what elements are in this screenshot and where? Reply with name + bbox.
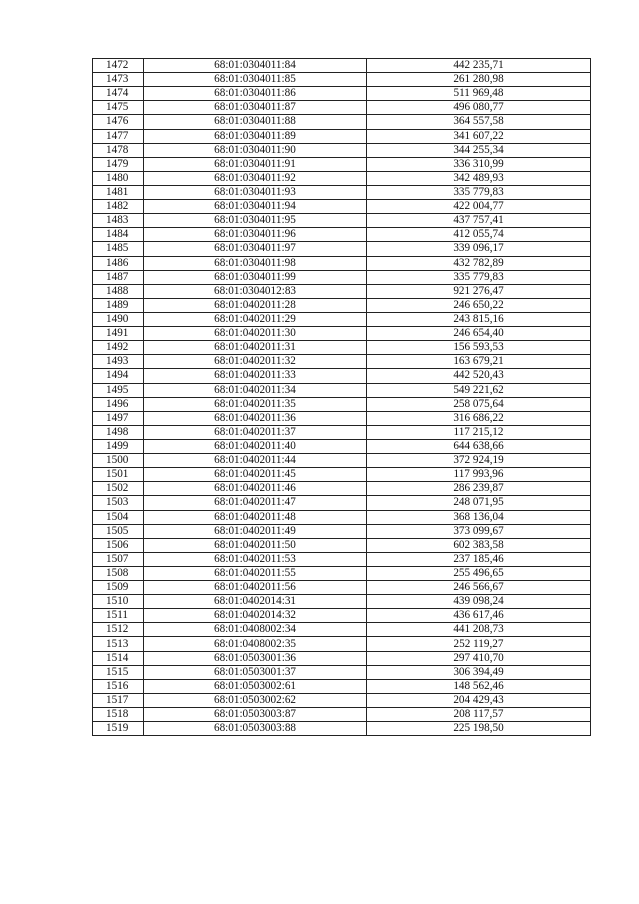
cadastral-value-cell: 442 520,43 [367,369,591,383]
row-number-cell: 1491 [93,327,144,341]
cadastral-value-cell: 372 924,19 [367,454,591,468]
row-number-cell: 1473 [93,73,144,87]
cadastral-value-cell: 422 004,77 [367,200,591,214]
cadastral-number-cell: 68:01:0503003:87 [144,708,367,722]
row-number-cell: 1498 [93,425,144,439]
table-row [93,228,591,242]
row-number-cell: 1494 [93,369,144,383]
cadastral-value-cell: 208 117,57 [367,708,591,722]
cadastral-number-cell: 68:01:0503003:88 [144,722,367,736]
row-number-cell: 1513 [93,637,144,651]
cadastral-number-cell: 68:01:0402011:28 [144,298,367,312]
table-row [93,157,591,171]
row-number-cell: 1486 [93,256,144,270]
row-number-cell: 1485 [93,242,144,256]
cadastral-number-cell: 68:01:0503002:62 [144,693,367,707]
cadastral-number-cell: 68:01:0402011:35 [144,397,367,411]
cadastral-value-cell: 602 383,58 [367,538,591,552]
cadastral-value-cell: 316 686,22 [367,411,591,425]
cadastral-number-cell: 68:01:0402014:31 [144,595,367,609]
table-row [93,552,591,566]
cadastral-value-cell: 204 429,43 [367,693,591,707]
cadastral-value-cell: 255 496,65 [367,566,591,580]
table-row [93,581,591,595]
table-row [93,566,591,580]
row-number-cell: 1515 [93,665,144,679]
cadastral-number-cell: 68:01:0304011:93 [144,185,367,199]
table-row [93,722,591,736]
row-number-cell: 1504 [93,510,144,524]
row-number-cell: 1514 [93,651,144,665]
cadastral-number-cell: 68:01:0402011:53 [144,552,367,566]
cadastral-value-cell: 496 080,77 [367,101,591,115]
cadastral-number-cell: 68:01:0402011:45 [144,468,367,482]
cadastral-number-cell: 68:01:0408002:34 [144,623,367,637]
table-row [93,369,591,383]
cadastral-value-cell: 243 815,16 [367,312,591,326]
cadastral-number-cell: 68:01:0304011:88 [144,115,367,129]
table-row [93,623,591,637]
cadastral-number-cell: 68:01:0402011:33 [144,369,367,383]
table-row [93,101,591,115]
table-row [93,524,591,538]
cadastral-value-cell: 148 562,46 [367,679,591,693]
cadastral-number-cell: 68:01:0503002:61 [144,679,367,693]
cadastral-value-cell: 549 221,62 [367,383,591,397]
cadastral-number-cell: 68:01:0402011:50 [144,538,367,552]
row-number-cell: 1516 [93,679,144,693]
cadastral-value-cell: 286 239,87 [367,482,591,496]
table-row [93,708,591,722]
cadastral-number-cell: 68:01:0304011:96 [144,228,367,242]
table-row [93,693,591,707]
cadastral-number-cell: 68:01:0503001:36 [144,651,367,665]
cadastral-value-cell: 364 557,58 [367,115,591,129]
cadastral-number-cell: 68:01:0402011:34 [144,383,367,397]
cadastral-value-cell: 258 075,64 [367,397,591,411]
cadastral-value-cell: 335 779,83 [367,270,591,284]
table-row [93,637,591,651]
table-row [93,171,591,185]
table-row [93,383,591,397]
row-number-cell: 1495 [93,383,144,397]
cadastral-number-cell: 68:01:0402011:55 [144,566,367,580]
row-number-cell: 1512 [93,623,144,637]
row-number-cell: 1503 [93,496,144,510]
row-number-cell: 1502 [93,482,144,496]
cadastral-number-cell: 68:01:0402011:29 [144,312,367,326]
cadastral-number-cell: 68:01:0402011:37 [144,425,367,439]
cadastral-value-cell: 436 617,46 [367,609,591,623]
cadastral-number-cell: 68:01:0304011:94 [144,200,367,214]
cadastral-number-cell: 68:01:0304011:85 [144,73,367,87]
cadastral-number-cell: 68:01:0304011:84 [144,59,367,73]
table-row [93,510,591,524]
row-number-cell: 1476 [93,115,144,129]
cadastral-value-cell: 163 679,21 [367,355,591,369]
cadastral-number-cell: 68:01:0304011:91 [144,157,367,171]
table-row [93,284,591,298]
table-row [93,73,591,87]
table-row [93,538,591,552]
cadastral-value-cell: 341 607,22 [367,129,591,143]
cadastral-number-cell: 68:01:0304011:92 [144,171,367,185]
cadastral-value-cell: 117 993,96 [367,468,591,482]
table-row [93,651,591,665]
table-row [93,411,591,425]
table-row [93,355,591,369]
cadastral-number-cell: 68:01:0402011:56 [144,581,367,595]
cadastral-value-cell: 246 650,22 [367,298,591,312]
cadastral-value-cell: 246 566,67 [367,581,591,595]
cadastral-value-cell: 412 055,74 [367,228,591,242]
cadastral-value-cell: 252 119,27 [367,637,591,651]
row-number-cell: 1483 [93,214,144,228]
cadastral-value-cell: 225 198,50 [367,722,591,736]
row-number-cell: 1492 [93,341,144,355]
row-number-cell: 1490 [93,312,144,326]
cadastral-number-cell: 68:01:0304011:99 [144,270,367,284]
cadastral-value-cell: 437 757,41 [367,214,591,228]
table-row [93,425,591,439]
cadastral-number-cell: 68:01:0402011:36 [144,411,367,425]
row-number-cell: 1507 [93,552,144,566]
table-row [93,242,591,256]
cadastral-value-cell: 441 208,73 [367,623,591,637]
cadastral-value-cell: 297 410,70 [367,651,591,665]
row-number-cell: 1518 [93,708,144,722]
row-number-cell: 1509 [93,581,144,595]
row-number-cell: 1477 [93,129,144,143]
cadastral-value-cell: 373 099,67 [367,524,591,538]
table-row [93,59,591,73]
cadastral-number-cell: 68:01:0402011:32 [144,355,367,369]
row-number-cell: 1487 [93,270,144,284]
table-row [93,200,591,214]
table-row [93,439,591,453]
row-number-cell: 1472 [93,59,144,73]
cadastral-value-cell: 261 280,98 [367,73,591,87]
row-number-cell: 1478 [93,143,144,157]
table-row [93,312,591,326]
cadastral-value-cell: 306 394,49 [367,665,591,679]
table-row [93,143,591,157]
row-number-cell: 1479 [93,157,144,171]
cadastral-value-cell: 432 782,89 [367,256,591,270]
cadastral-number-cell: 68:01:0304011:86 [144,87,367,101]
table-row [93,185,591,199]
cadastral-value-cell: 335 779,83 [367,185,591,199]
cadastral-number-cell: 68:01:0402011:44 [144,454,367,468]
cadastral-value-cell: 644 638,66 [367,439,591,453]
cadastral-value-cell: 439 098,24 [367,595,591,609]
row-number-cell: 1480 [93,171,144,185]
cadastral-value-cell: 342 489,93 [367,171,591,185]
table-row [93,468,591,482]
row-number-cell: 1505 [93,524,144,538]
table-body [93,59,591,736]
cadastral-number-cell: 68:01:0304011:90 [144,143,367,157]
cadastral-value-cell: 246 654,40 [367,327,591,341]
row-number-cell: 1517 [93,693,144,707]
table-row [93,214,591,228]
table-row [93,609,591,623]
table-row [93,115,591,129]
cadastral-value-cell: 117 215,12 [367,425,591,439]
cadastral-number-cell: 68:01:0304012:83 [144,284,367,298]
cadastral-value-cell: 336 310,99 [367,157,591,171]
cadastral-number-cell: 68:01:0402011:30 [144,327,367,341]
cadastral-number-cell: 68:01:0402011:49 [144,524,367,538]
cadastral-value-cell: 921 276,47 [367,284,591,298]
cadastral-number-cell: 68:01:0402011:47 [144,496,367,510]
table-row [93,397,591,411]
cadastral-value-cell: 344 255,34 [367,143,591,157]
row-number-cell: 1493 [93,355,144,369]
cadastral-number-cell: 68:01:0408002:35 [144,637,367,651]
row-number-cell: 1484 [93,228,144,242]
row-number-cell: 1500 [93,454,144,468]
cadastral-value-cell: 237 185,46 [367,552,591,566]
cadastral-number-cell: 68:01:0304011:95 [144,214,367,228]
cadastral-value-cell: 156 593,53 [367,341,591,355]
cadastral-value-cell: 368 136,04 [367,510,591,524]
table-row [93,482,591,496]
cadastral-value-cell: 511 969,48 [367,87,591,101]
cadastral-value-cell: 248 071,95 [367,496,591,510]
table-row [93,298,591,312]
row-number-cell: 1497 [93,411,144,425]
cadastral-number-cell: 68:01:0402011:46 [144,482,367,496]
row-number-cell: 1474 [93,87,144,101]
table-row [93,87,591,101]
row-number-cell: 1489 [93,298,144,312]
table-row [93,665,591,679]
table-row [93,256,591,270]
row-number-cell: 1499 [93,439,144,453]
table-row [93,454,591,468]
table-row [93,270,591,284]
cadastral-number-cell: 68:01:0304011:98 [144,256,367,270]
table-row [93,595,591,609]
table-row [93,341,591,355]
cadastral-value-table [92,58,591,736]
row-number-cell: 1482 [93,200,144,214]
row-number-cell: 1475 [93,101,144,115]
cadastral-number-cell: 68:01:0304011:87 [144,101,367,115]
cadastral-number-cell: 68:01:0304011:89 [144,129,367,143]
cadastral-number-cell: 68:01:0503001:37 [144,665,367,679]
cadastral-value-cell: 442 235,71 [367,59,591,73]
cadastral-value-cell: 339 096,17 [367,242,591,256]
table-row [93,327,591,341]
row-number-cell: 1510 [93,595,144,609]
cadastral-number-cell: 68:01:0402011:40 [144,439,367,453]
row-number-cell: 1511 [93,609,144,623]
row-number-cell: 1496 [93,397,144,411]
cadastral-number-cell: 68:01:0402011:48 [144,510,367,524]
row-number-cell: 1506 [93,538,144,552]
table-row [93,129,591,143]
row-number-cell: 1501 [93,468,144,482]
table-row [93,496,591,510]
row-number-cell: 1519 [93,722,144,736]
table-row [93,679,591,693]
row-number-cell: 1488 [93,284,144,298]
row-number-cell: 1481 [93,185,144,199]
cadastral-number-cell: 68:01:0304011:97 [144,242,367,256]
row-number-cell: 1508 [93,566,144,580]
cadastral-number-cell: 68:01:0402011:31 [144,341,367,355]
cadastral-number-cell: 68:01:0402014:32 [144,609,367,623]
